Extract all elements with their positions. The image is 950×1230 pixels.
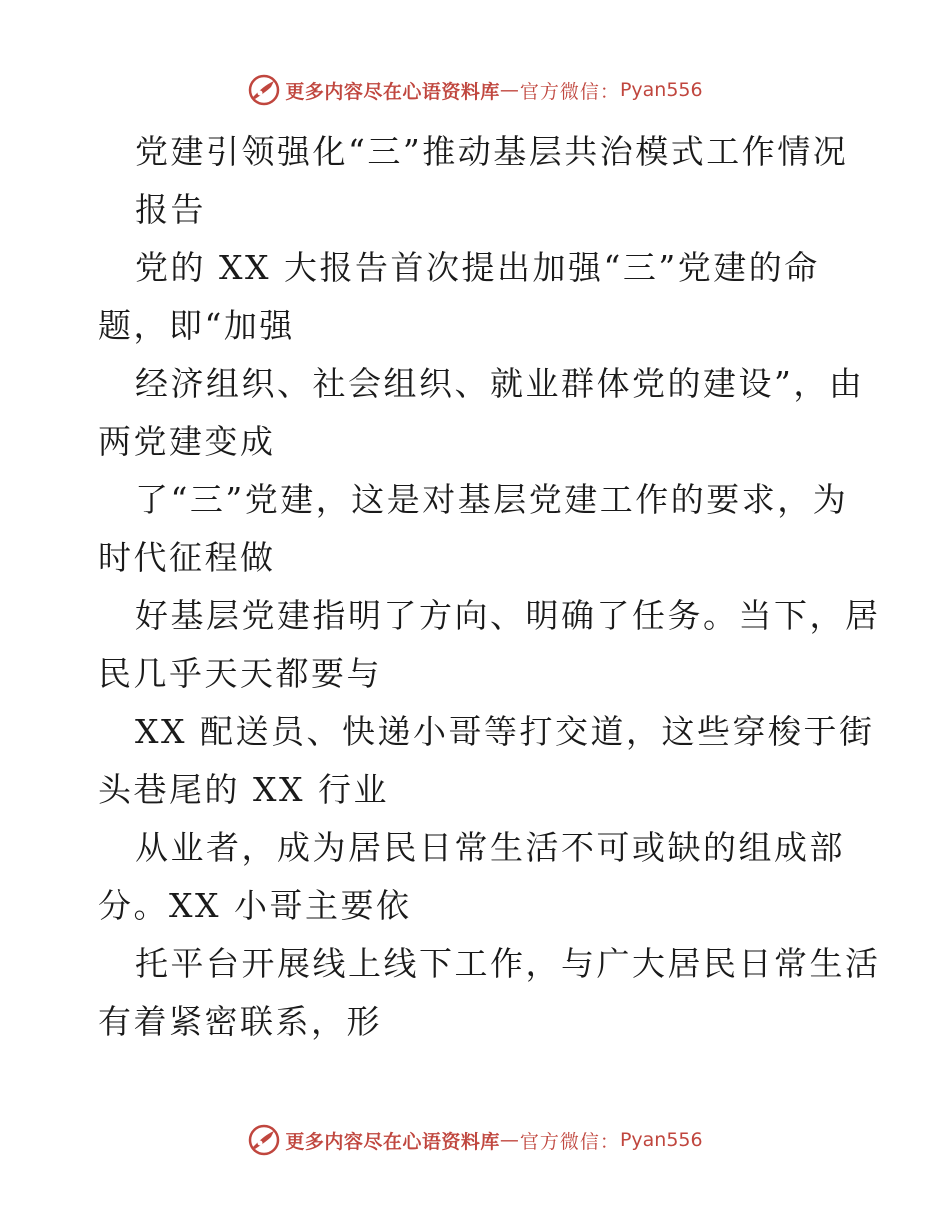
paragraph-line: 分。XX 小哥主要依: [98, 886, 412, 925]
banner-dash: —: [499, 1129, 520, 1151]
paragraph-line: 有着紧密联系，形: [98, 1002, 382, 1041]
banner-wechat-id: Pyan556: [619, 79, 703, 101]
pen-circle-logo-icon: [247, 73, 281, 107]
footer-banner: [0, 1120, 950, 1160]
paragraph-line: 好基层党建指明了方向、明确了任务。当下，居: [135, 596, 881, 635]
paragraph-line: 时代征程做: [98, 538, 276, 577]
title-line-2: 报告: [135, 190, 206, 229]
document-body: [98, 123, 881, 1051]
paragraph-line: XX 配送员、快递小哥等打交道，这些穿梭于街: [135, 712, 875, 751]
banner-dash: —: [499, 79, 520, 101]
header-banner: [0, 70, 950, 110]
paragraph-line: 民几乎天天都要与: [98, 654, 382, 693]
paragraph-line: 经济组织、社会组织、就业群体党的建设”，由: [135, 364, 865, 403]
paragraph-line: 党的 XX 大报告首次提出加强“三”党建的命: [135, 248, 820, 287]
pen-circle-logo-icon: [247, 1123, 281, 1157]
banner-main-text: 更多内容尽在心语资料库: [285, 1130, 500, 1153]
banner-sub-text: 官方微信：: [519, 80, 620, 103]
paragraph-line: 了“三”党建，这是对基层党建工作的要求，为: [135, 480, 849, 519]
banner-wechat-id: Pyan556: [619, 1129, 703, 1151]
title-line-1: 党建引领强化“三”推动基层共治模式工作情况: [135, 132, 849, 171]
banner-main-text: 更多内容尽在心语资料库: [285, 80, 500, 103]
paragraph-line: 从业者，成为居民日常生活不可或缺的组成部: [135, 828, 845, 867]
paragraph-line: 托平台开展线上线下工作，与广大居民日常生活: [135, 944, 881, 983]
paragraph-line: 两党建变成: [98, 422, 276, 461]
banner-sub-text: 官方微信：: [519, 1130, 620, 1153]
paragraph-line: 题，即“加强: [98, 306, 295, 345]
paragraph-line: 头巷尾的 XX 行业: [98, 770, 389, 809]
